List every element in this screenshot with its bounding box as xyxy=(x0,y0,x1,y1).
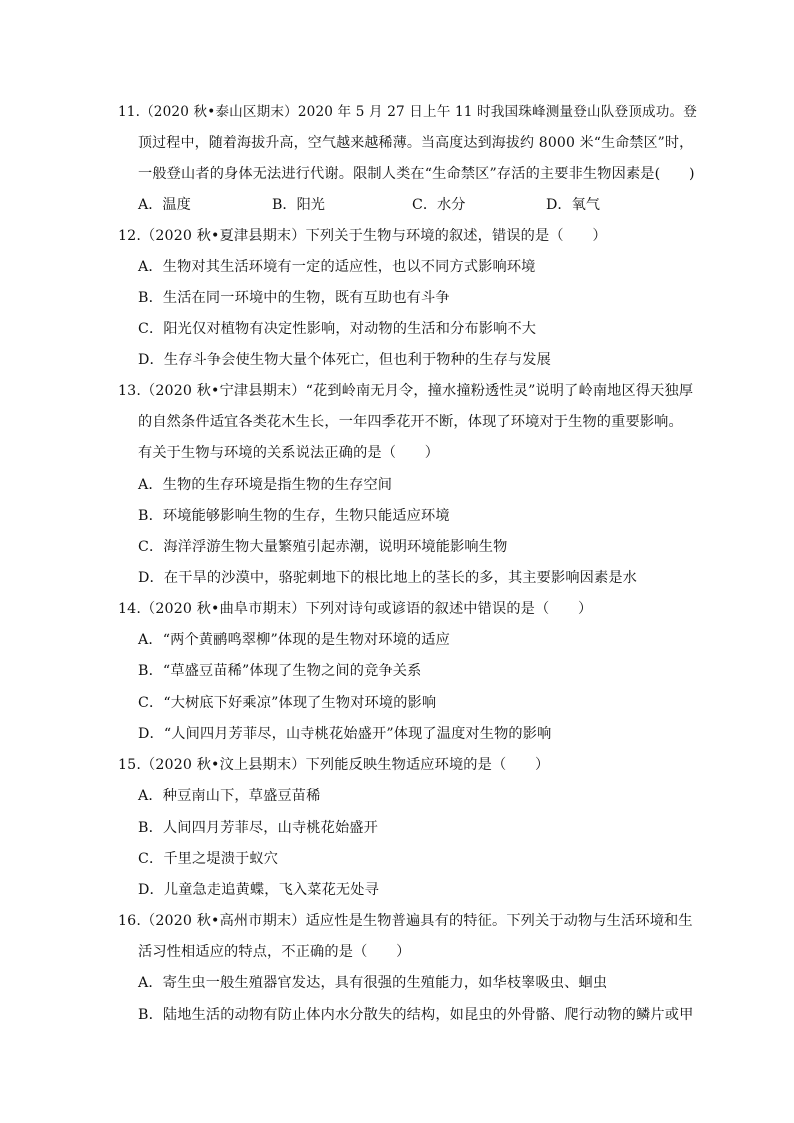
question-15-option-d: D．儿童急走追黄蝶，飞入菜花无处寻 xyxy=(138,882,379,898)
question-14-line-1: 14.（2020 秋•曲阜市期末）下列对诗句或谚语的叙述中错误的是（ ） xyxy=(118,601,593,617)
question-11-line-1: 11.（2020 秋•泰山区期末）2020 年 5 月 27 日上午 11 时我国珠峰测量登山队登顶成功。登 xyxy=(118,104,697,120)
question-14-option-a: A．“两个黄鹂鸣翠柳”体现的是生物对环境的适应 xyxy=(138,632,450,648)
question-12-option-d: D．生存斗争会使生物大量个体死亡，但也利于物种的生存与发展 xyxy=(138,352,551,368)
question-14-option-d: D．“人间四月芳菲尽，山寺桃花始盛开”体现了温度对生物的影响 xyxy=(138,726,552,742)
question-14-option-c: C．“大树底下好乘凉”体现了生物对环境的影响 xyxy=(138,695,437,711)
question-13-line-3: 有关于生物与环境的关系说法正确的是（ ） xyxy=(138,445,440,461)
question-12-option-a: A．生物对其生活环境有一定的适应性，也以不同方式影响环境 xyxy=(138,259,536,275)
question-13-option-a: A．生物的生存环境是指生物的生存空间 xyxy=(138,477,393,493)
question-16-line-2: 活习性相适应的特点，不正确的是（ ） xyxy=(138,944,411,960)
question-12-line-1: 12.（2020 秋•夏津县期末）下列关于生物与环境的叙述，错误的是（ ） xyxy=(118,228,607,244)
question-13-option-b: B．环境能够影响生物的生存，生物只能适应环境 xyxy=(138,508,450,524)
question-12-option-c: C．阳光仅对植物有决定性影响，对动物的生活和分布影响不大 xyxy=(138,321,537,337)
question-11-options xyxy=(138,195,738,215)
question-16-option-a: A．寄生虫一般生殖器官发达，具有很强的生殖能力，如华枝睾吸虫、蛔虫 xyxy=(138,975,608,991)
question-16-option-b: B．陆地生活的动物有防止体内水分散失的结构，如昆虫的外骨骼、爬行动物的鳞片或甲 xyxy=(138,1007,694,1023)
question-15-option-c: C．千里之堤溃于蚁穴 xyxy=(138,851,279,867)
question-13-line-2: 的自然条件适宜各类花木生长，一年四季花开不断，体现了环境对于生物的重要影响。 xyxy=(138,414,683,430)
question-11-option-a: A．温度 xyxy=(138,197,191,213)
question-16-line-1: 16.（2020 秋•高州市期末）适应性是生物普遍具有的特征。下列关于动物与生活环境和生 xyxy=(118,913,693,929)
question-13-option-d: D．在干旱的沙漠中，骆驼刺地下的根比地上的茎长的多，其主要影响因素是水 xyxy=(138,570,638,586)
question-11-line-2: 顶过程中，随着海拔升高，空气越来越稀薄。当高度达到海拔约 8000 米“生命禁区”时， xyxy=(138,135,694,151)
question-15-option-a: A．种豆南山下，草盛豆苗稀 xyxy=(138,788,321,804)
question-13-line-1: 13.（2020 秋•宁津县期末）“花到岭南无月令，撞水撞粉透性灵”说明了岭南地区得天独厚 xyxy=(118,383,694,399)
question-15-option-b: B．人间四月芳菲尽，山寺桃花始盛开 xyxy=(138,820,378,836)
question-12-option-b: B．生活在同一环境中的生物，既有互助也有斗争 xyxy=(138,290,450,306)
question-11-option-d: D．氧气 xyxy=(546,197,600,213)
question-11-option-b: B．阳光 xyxy=(272,197,325,213)
question-11-option-c: C．水分 xyxy=(412,197,466,213)
question-11-line-3: 一般登山者的身体无法进行代谢。限制人类在“生命禁区”存活的主要非生物因素是( ) xyxy=(138,166,695,182)
question-15-line-1: 15.（2020 秋•汶上县期末）下列能反映生物适应环境的是（ ） xyxy=(118,757,550,773)
question-13-option-c: C．海洋浮游生物大量繁殖引起赤潮，说明环境能影响生物 xyxy=(138,539,508,555)
question-14-option-b: B．“草盛豆苗稀”体现了生物之间的竞争关系 xyxy=(138,663,422,679)
